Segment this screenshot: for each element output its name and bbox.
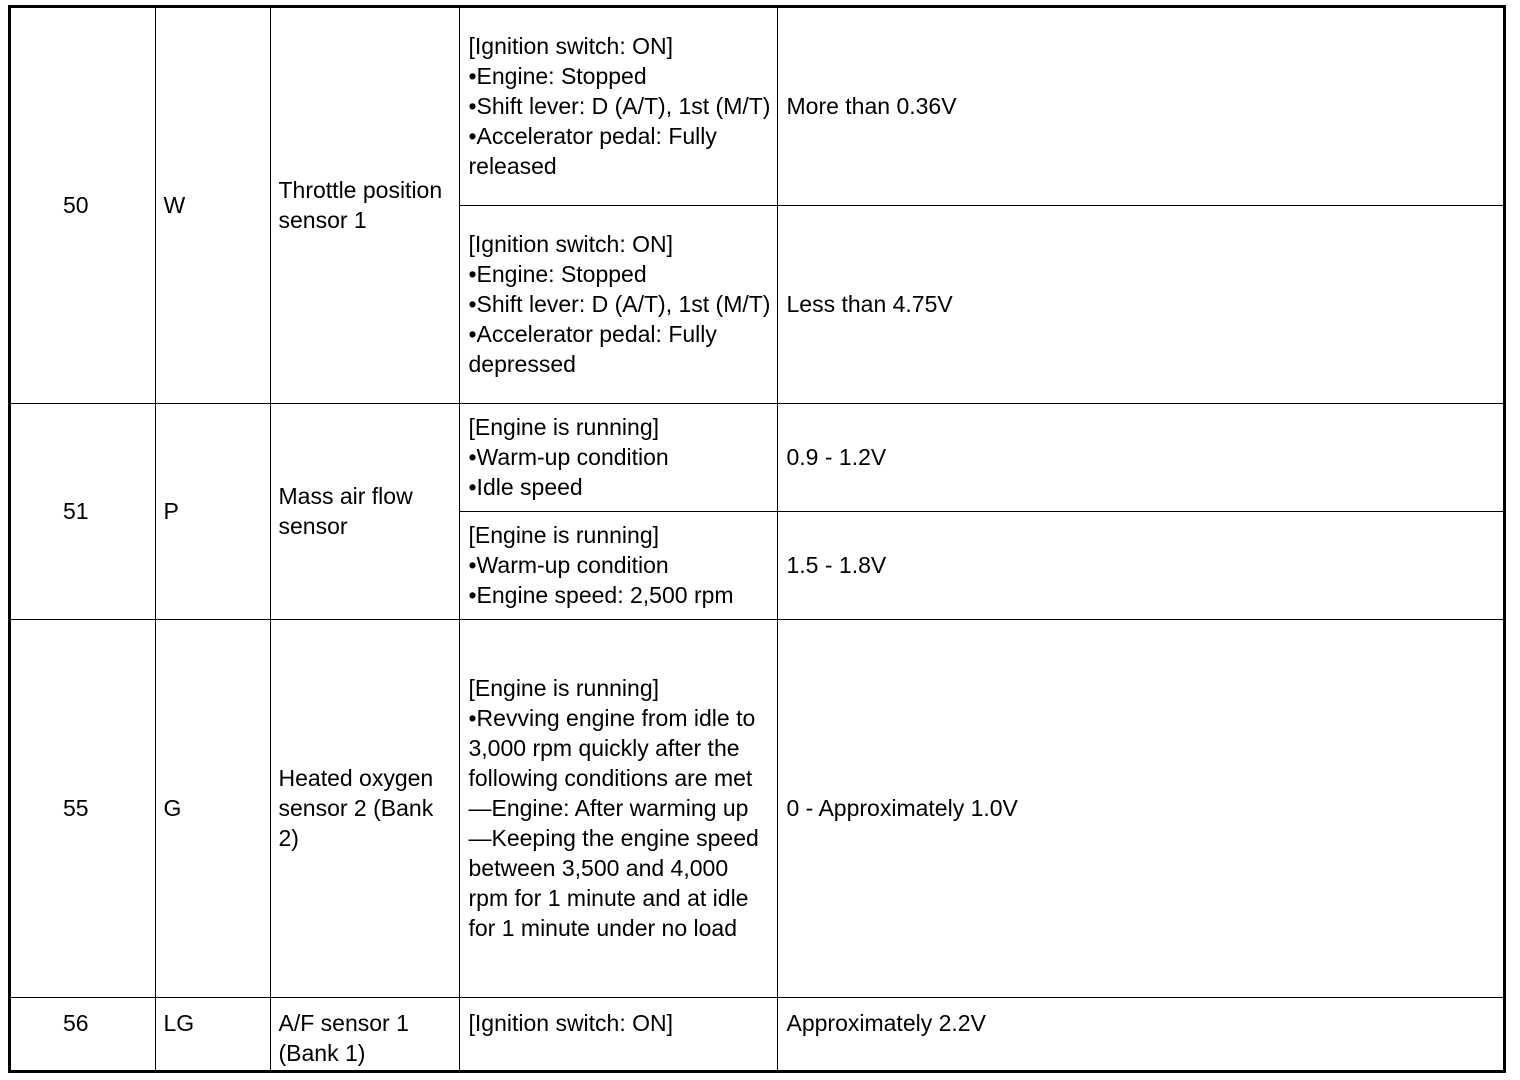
- terminal-number-cell: 55: [11, 619, 155, 997]
- item-cell: Mass air flow sensor: [270, 403, 459, 619]
- terminal-number-cell: 50: [11, 8, 155, 403]
- wire-color-cell: W: [155, 8, 270, 403]
- condition-cell: [Engine is running] •Warm-up condition •Idle speed: [459, 403, 777, 511]
- wire-color-cell: G: [155, 619, 270, 997]
- terminal-number-cell: 56: [11, 997, 155, 1070]
- data-value-cell: More than 0.36V: [777, 8, 1503, 205]
- condition-cell: [Ignition switch: ON] •Engine: Stopped •Shift lever: D (A/T), 1st (M/T) •Accelerator pedal: Fully released: [459, 8, 777, 205]
- data-value-cell: 0 - Approximately 1.0V: [777, 619, 1503, 997]
- terminal-number-cell: 51: [11, 403, 155, 619]
- data-value-cell: Less than 4.75V: [777, 205, 1503, 403]
- condition-cell: [Engine is running] •Warm-up condition •Engine speed: 2,500 rpm: [459, 511, 777, 619]
- item-cell: Throttle position sensor 1: [270, 8, 459, 403]
- terminal-reference-table: [11, 8, 1503, 1070]
- ecm-terminal-table: [8, 5, 1506, 1073]
- condition-cell: [Ignition switch: ON] •Engine: Stopped •Shift lever: D (A/T), 1st (M/T) •Accelerator pedal: Fully depressed: [459, 205, 777, 403]
- table-row: [11, 403, 1503, 511]
- table-row: [11, 997, 1503, 1070]
- condition-cell: [Engine is running] •Revving engine from idle to 3,000 rpm quickly after the following conditions are met —Engine: After warming up —Keeping the engine speed between 3,500 and 4,000 rpm for 1 minute and at idle for 1 minute under no load: [459, 619, 777, 997]
- data-value-cell: 0.9 - 1.2V: [777, 403, 1503, 511]
- condition-cell: [Ignition switch: ON]: [459, 997, 777, 1070]
- item-cell: A/F sensor 1 (Bank 1): [270, 997, 459, 1070]
- data-value-cell: Approximately 2.2V: [777, 997, 1503, 1070]
- data-value-cell: 1.5 - 1.8V: [777, 511, 1503, 619]
- table-row: [11, 8, 1503, 205]
- table-row: [11, 619, 1503, 997]
- item-cell: Heated oxygen sensor 2 (Bank 2): [270, 619, 459, 997]
- wire-color-cell: LG: [155, 997, 270, 1070]
- wire-color-cell: P: [155, 403, 270, 619]
